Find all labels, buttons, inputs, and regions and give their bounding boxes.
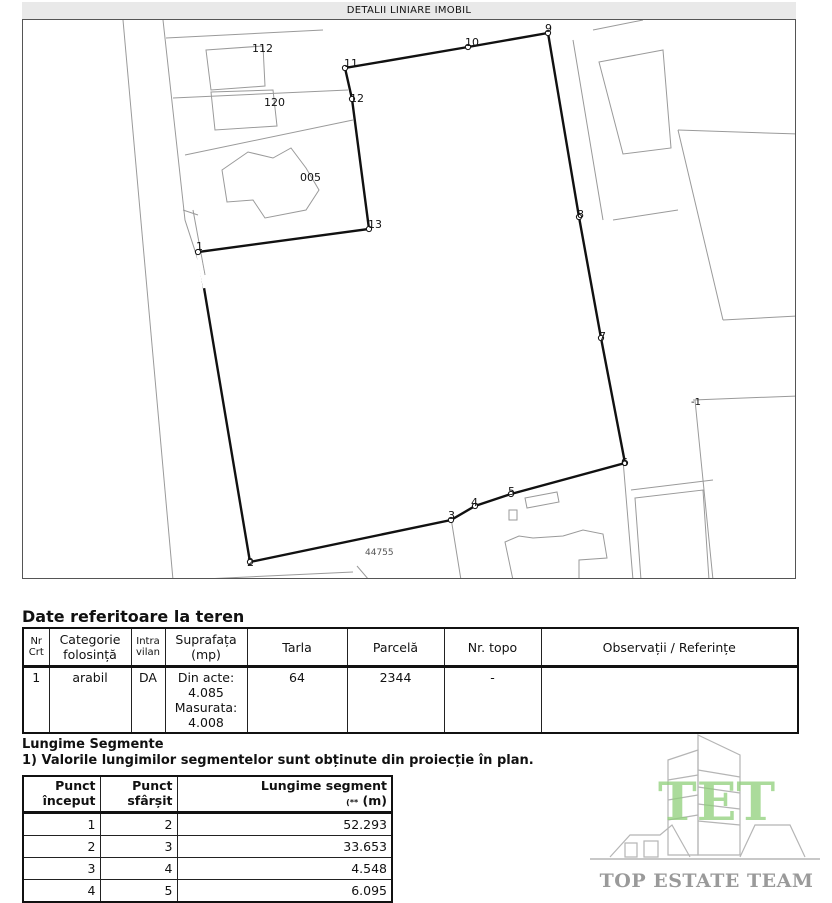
table-row: 4 5 6.095 bbox=[23, 880, 392, 903]
din-acte-value: 4.085 bbox=[188, 685, 224, 700]
header-nr: Nr Crt bbox=[23, 628, 49, 667]
segmente-note: 1) Valorile lungimilor segmentelor sunt obținute din proiecție în plan. bbox=[22, 753, 534, 768]
point-label-9: 9 bbox=[545, 22, 552, 35]
point-label-3: 3 bbox=[448, 509, 455, 522]
header-tarla: Tarla bbox=[247, 628, 347, 667]
parcel-label-partial: 44755 bbox=[365, 548, 394, 558]
point-label-11: 11 bbox=[344, 57, 358, 70]
cadastral-map bbox=[22, 19, 796, 579]
point-label-4: 4 bbox=[471, 496, 478, 509]
parcel-label-120: 120 bbox=[264, 96, 285, 109]
point-label-10: 10 bbox=[465, 36, 479, 49]
parcel-outline bbox=[198, 33, 625, 562]
point-label-5: 5 bbox=[508, 485, 515, 498]
point-label-13: 13 bbox=[368, 218, 382, 231]
point-label-6: 6 bbox=[621, 456, 628, 469]
watermark-letters: TET bbox=[658, 772, 776, 833]
cell-suprafata bbox=[165, 667, 247, 734]
cell-categorie: arabil bbox=[49, 667, 131, 734]
segmente-heading bbox=[22, 737, 534, 769]
point-label-2: 2 bbox=[247, 556, 254, 569]
din-acte-label: Din acte: bbox=[177, 670, 235, 685]
table-row: 2 3 33.653 bbox=[23, 836, 392, 858]
building-logo-icon bbox=[580, 725, 830, 870]
cell-parcela: 2344 bbox=[347, 667, 444, 734]
masurata-value: 4.008 bbox=[188, 715, 224, 730]
watermark-text: TOP ESTATE TEAM bbox=[599, 870, 814, 892]
header-suprafata: Suprafața (mp) bbox=[165, 628, 247, 667]
vertex-markers bbox=[195, 30, 627, 564]
teren-title: Date referitoare la teren bbox=[22, 607, 245, 626]
teren-row bbox=[23, 667, 798, 734]
table-row: 1 2 52.293 bbox=[23, 813, 392, 836]
teren-table bbox=[22, 627, 799, 734]
header-parcela: Parcelă bbox=[347, 628, 444, 667]
map-header: DETALII LINIARE IMOBIL bbox=[22, 2, 796, 19]
map-canvas bbox=[23, 20, 796, 579]
header-start: Punct început bbox=[23, 776, 100, 813]
segmente-header-row bbox=[23, 776, 392, 813]
table-row: 3 4 4.548 bbox=[23, 858, 392, 880]
parcel-label-dash: -1 bbox=[691, 397, 701, 408]
point-label-12: 12 bbox=[350, 92, 364, 105]
cell-tarla: 64 bbox=[247, 667, 347, 734]
point-label-7: 7 bbox=[599, 330, 606, 343]
parcel-label-005: 005 bbox=[300, 171, 321, 184]
cell-nr: 1 bbox=[23, 667, 49, 734]
cell-intravilan: DA bbox=[131, 667, 165, 734]
header-length: Lungime segment (** (m) bbox=[177, 776, 392, 813]
neighbour-parcels bbox=[123, 20, 796, 579]
header-end: Punct sfârșit bbox=[100, 776, 177, 813]
masurata-label: Masurata: bbox=[174, 700, 238, 715]
parcel-label-112: 112 bbox=[252, 42, 273, 55]
cell-observatii bbox=[541, 667, 798, 734]
watermark-logo bbox=[580, 725, 830, 900]
header-intravilan: Intra vilan bbox=[131, 628, 165, 667]
teren-header-row bbox=[23, 628, 798, 667]
point-label-8: 8 bbox=[577, 208, 584, 221]
cell-topo: - bbox=[444, 667, 541, 734]
segmente-table bbox=[22, 775, 393, 903]
header-topo: Nr. topo bbox=[444, 628, 541, 667]
segmente-title: Lungime Segmente bbox=[22, 737, 164, 752]
header-observatii: Observații / Referințe bbox=[541, 628, 798, 667]
header-categorie: Categorie folosință bbox=[49, 628, 131, 667]
point-label-1: 1 bbox=[196, 240, 203, 253]
